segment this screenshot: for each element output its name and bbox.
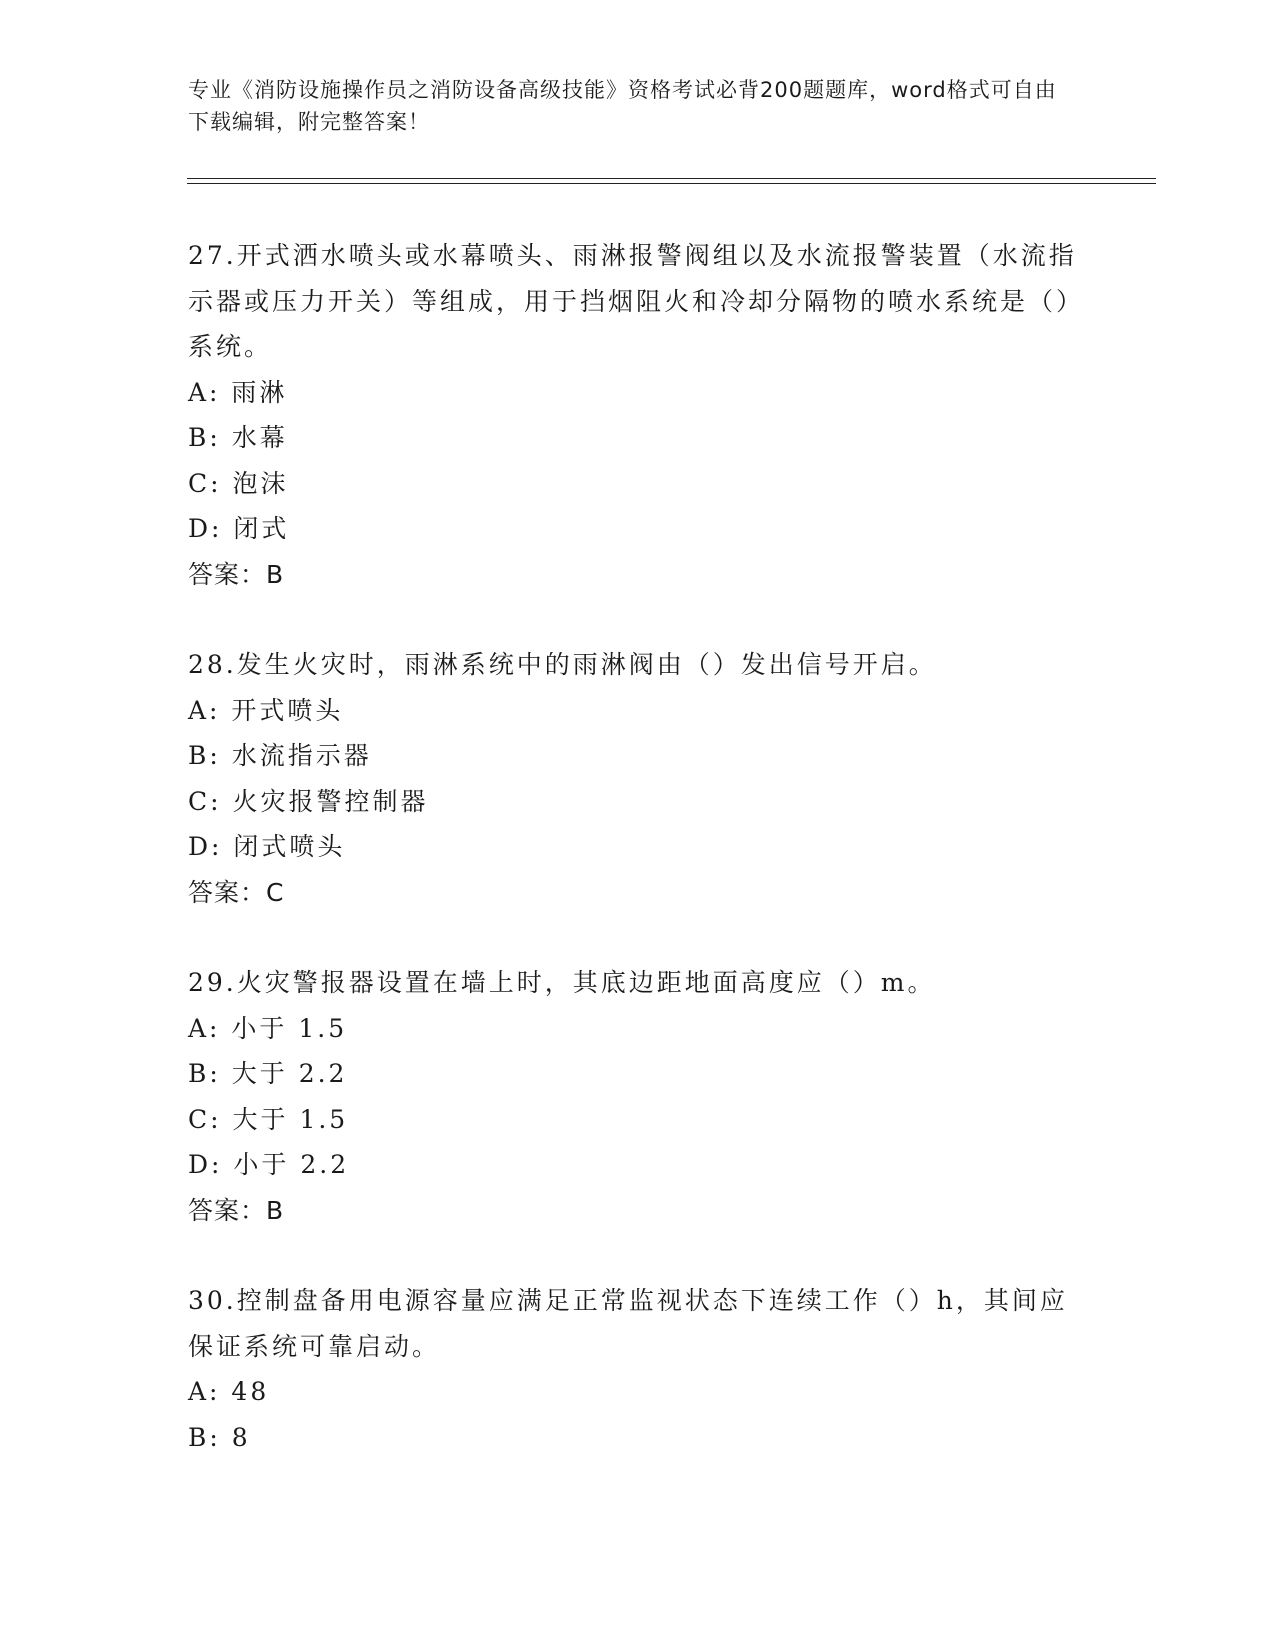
question-30 bbox=[188, 1278, 1088, 1460]
answer-line: 答案：C bbox=[188, 877, 285, 907]
question-stem: 30.控制盘备用电源容量应满足正常监视状态下连续工作（）h，其间应保证系统可靠启动。 bbox=[188, 1286, 1068, 1361]
option-a: A: 雨淋 bbox=[188, 377, 288, 407]
option-b: B: 大于 2.2 bbox=[188, 1059, 348, 1088]
option-a: A: 小于 1.5 bbox=[188, 1013, 348, 1043]
question-list bbox=[188, 233, 1088, 1505]
question-27 bbox=[188, 233, 1088, 597]
header-rule-bottom bbox=[187, 183, 1156, 184]
question-stem: 29.火灾警报器设置在墙上时，其底边距地面高度应（）m。 bbox=[188, 968, 936, 997]
option-d: D: 闭式 bbox=[188, 514, 290, 543]
option-d: D: 小于 2.2 bbox=[188, 1150, 350, 1179]
header-rule-top bbox=[187, 178, 1156, 179]
question-stem: 27.开式洒水喷头或水幕喷头、雨淋报警阀组以及水流报警装置（水流指示器或压力开关）等组成，用于挡烟阻火和冷却分隔物的喷水系统是（）系统。 bbox=[188, 241, 1077, 361]
answer-line: 答案：B bbox=[188, 559, 285, 589]
option-b: B: 水流指示器 bbox=[188, 741, 372, 770]
question-stem: 28.发生火灾时，雨淋系统中的雨淋阀由（）发出信号开启。 bbox=[188, 650, 937, 679]
option-c: C: 火灾报警控制器 bbox=[188, 786, 429, 816]
option-c: C: 大于 1.5 bbox=[188, 1104, 349, 1134]
option-b: B: 水幕 bbox=[188, 423, 288, 452]
option-c: C: 泡沫 bbox=[188, 468, 289, 498]
option-b: B: 8 bbox=[188, 1422, 251, 1452]
question-28 bbox=[188, 642, 1088, 915]
option-d: D: 闭式喷头 bbox=[188, 832, 346, 861]
answer-line: 答案：B bbox=[188, 1195, 285, 1225]
question-29 bbox=[188, 960, 1088, 1233]
option-a: A: 48 bbox=[188, 1377, 270, 1406]
option-a: A: 开式喷头 bbox=[188, 695, 344, 725]
document-header: 专业《消防设施操作员之消防设备高级技能》资格考试必背200题题库，word格式可自由下载编辑，附完整答案！ bbox=[188, 78, 1057, 134]
